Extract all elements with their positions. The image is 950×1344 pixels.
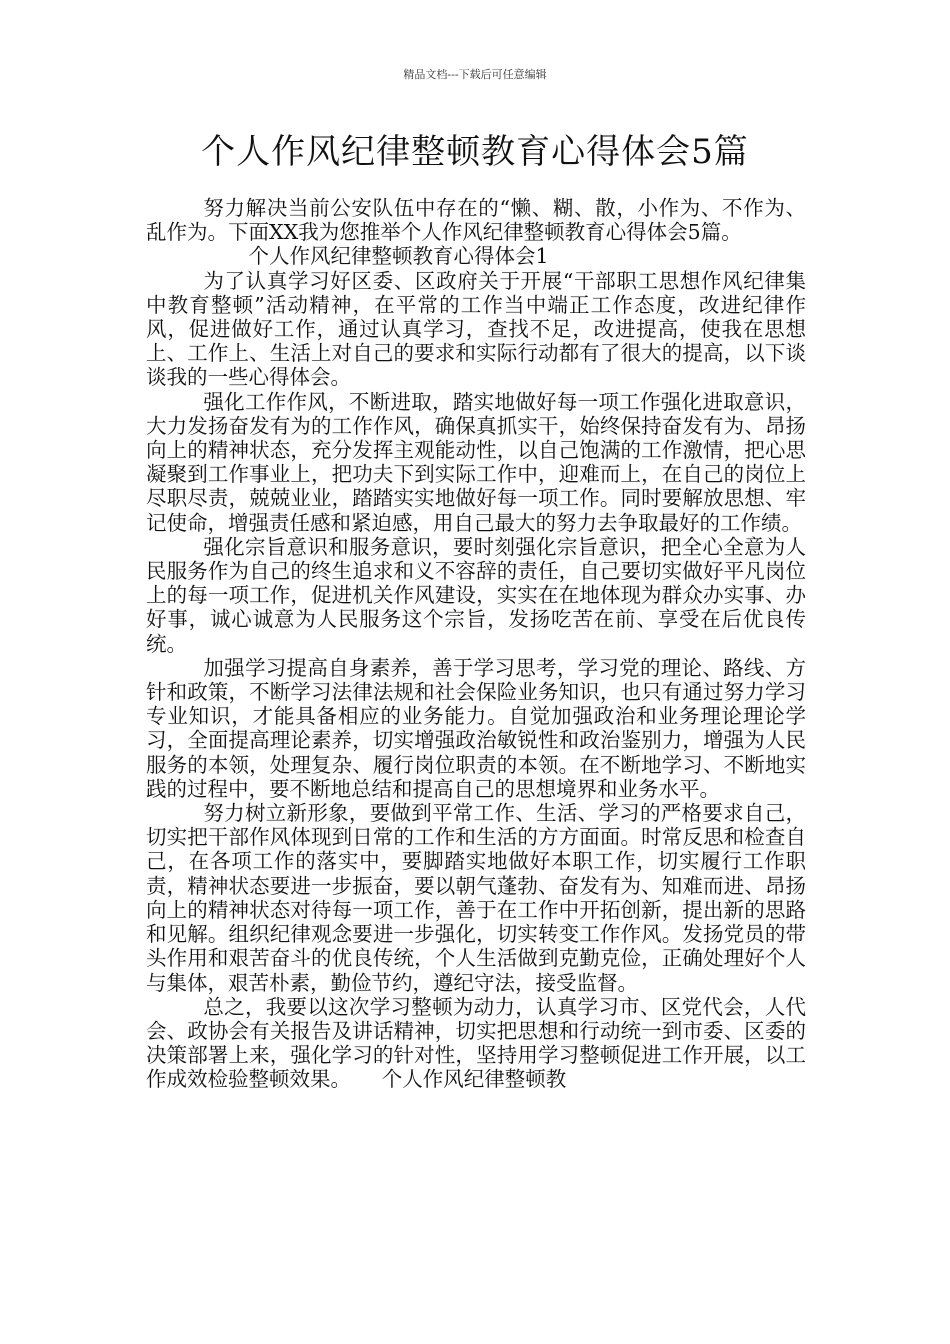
body-paragraph: 强化工作作风，不断进取，踏实地做好每一项工作强化进取意识，大力发扬奋发有为的工作作风，确保真抓实干，始终保持奋发有为、昂扬向上的精神状态，充分发挥主观能动性，以自己饱满的工作激情，把心思凝聚到工作事业上，把功夫下到实际工作中，迎难而上，在自己的岗位上尽职尽责，兢兢业业，踏踏实实地做好每一项工作。同时要解放思想、牢记使命，增强责任感和紧迫感，用自己最大的努力去争取最好的工作绩。 bbox=[146, 389, 806, 535]
page-header: 精品文档---下载后可任意编辑 bbox=[403, 68, 547, 81]
body-paragraph: 加强学习提高自身素养，善于学习思考，学习党的理论、路线、方针和政策，不断学习法律法规和社会保险业务知识，也只有通过努力学习专业知识，才能具备相应的业务能力。自觉加强政治和业务理论理论学习，全面提高理论素养，切实增强政治敏锐性和政治鉴别力，增强为人民服务的本领，处理复杂、履行岗位职责的本领。在不断地学习、不断地实践的过程中，要不断地总结和提高自己的思想境界和业务水平。 bbox=[146, 655, 806, 801]
body-paragraph: 努力树立新形象，要做到平常工作、生活、学习的严格要求自己，切实把干部作风体现到日常的工作和生活的方方面面。时常反思和检查自己，在各项工作的落实中，要脚踏实地做好本职工作，切实履行工作职责，精神状态要进一步振奋，要以朝气蓬勃、奋发有为、知难而进、昂扬向上的精神状态对待每一项工作，善于在工作中开拓创新，提出新的思路和见解。组织纪律观念要进一步强化，切实转变工作作风。发扬党员的带头作用和艰苦奋斗的优良传统，个人生活做到克勤克俭，正确处理好个人与集体，艰苦朴素，勤俭节约，遵纪守法，接受监督。 bbox=[146, 801, 806, 995]
body-paragraph: 为了认真学习好区委、区政府关于开展“干部职工思想作风纪律集中教育整顿”活动精神，在平常的工作当中端正工作态度，改进纪律作风，促进做好工作，通过认真学习，查找不足，改进提高，使我在思想上、工作上、生活上对自己的要求和实际行动都有了很大的提高，以下谈谈我的一些心得体会。 bbox=[146, 268, 806, 390]
section-title: 个人作风纪律整顿教育心得体会1 bbox=[248, 244, 549, 269]
body-paragraph: 强化宗旨意识和服务意识，要时刻强化宗旨意识，把全心全意为人民服务作为自己的终生追求和义不容辞的责任，自己要切实做好平凡岗位上的每一项工作，促进机关作风建设，实实在在地体现为群众办实事、办好事，诚心诚意为人民服务这个宗旨，发扬吃苦在前、享受在后优良传统。 bbox=[146, 534, 806, 656]
document-body bbox=[146, 196, 806, 1092]
document-title: 个人作风纪律整顿教育心得体会5篇 bbox=[201, 132, 749, 172]
body-paragraph: 总之，我要以这次学习整顿为动力，认真学习市、区党代会，人代会、政协会有关报告及讲话精神，切实把思想和行动统一到市委、区委的决策部署上来，强化学习的针对性，坚持用学习整顿促进工作开展，以工作成效检验整顿效果。 个人作风纪律整顿教 bbox=[146, 994, 806, 1092]
intro-paragraph: 努力解决当前公安队伍中存在的“懒、糊、散，小作为、不作为、乱作为。下面XX我为您推举个人作风纪律整顿教育心得体会5篇。 bbox=[146, 196, 806, 245]
